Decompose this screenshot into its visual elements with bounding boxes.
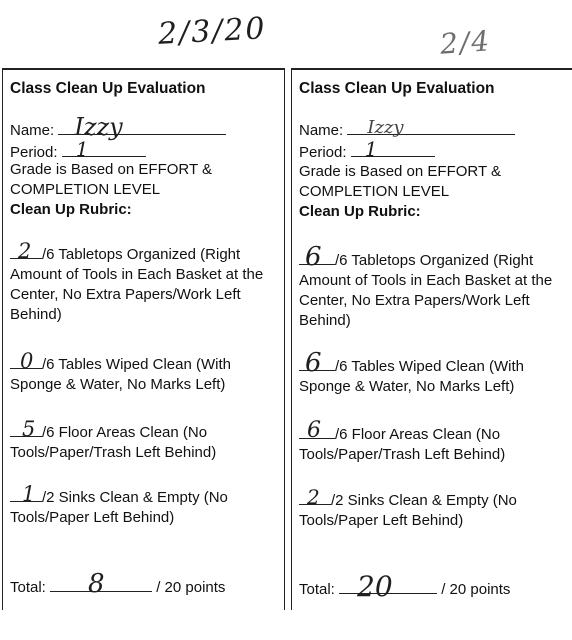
- period-blank: [62, 137, 146, 161]
- total-label: Total:: [299, 581, 335, 598]
- score-value: 6: [305, 242, 322, 272]
- total-value: 20: [357, 570, 393, 603]
- name-blank: [347, 117, 515, 138]
- rubric-item-text: /6 Floor Areas Clean (No Tools/Paper/Trash Left Behind): [299, 426, 506, 463]
- handwritten-date-left: 2/3/20: [157, 11, 268, 52]
- rubric-heading: Clean Up Rubric:: [10, 201, 132, 218]
- score-blank: [299, 418, 335, 443]
- name-label: Name:: [10, 122, 55, 139]
- period-row: [10, 137, 146, 162]
- name-value: Izzy: [367, 117, 404, 138]
- score-value: 6: [305, 348, 322, 378]
- total-row: [10, 569, 226, 599]
- handwritten-date-right: 2/4: [438, 24, 493, 61]
- card-title: Class Clean Up Evaluation: [299, 80, 495, 97]
- score-blank: [10, 482, 42, 506]
- score-blank: [299, 242, 335, 272]
- period-value: 1: [364, 137, 378, 161]
- score-value: 6: [307, 418, 321, 443]
- rubric-item: [299, 348, 571, 397]
- total-blank: [339, 570, 437, 603]
- rubric-item: [299, 418, 571, 465]
- score-blank: [10, 349, 42, 373]
- rubric-item-text: /6 Tabletops Organized (Right Amount of Tools in Each Basket at the Center, No Extra Papers/Work Left Behind): [299, 252, 553, 329]
- total-label: Total:: [10, 579, 46, 596]
- rubric-item: [299, 485, 571, 531]
- period-value: 1: [75, 137, 89, 161]
- score-value: 2: [307, 485, 320, 509]
- score-blank: [299, 348, 335, 378]
- period-row: [299, 137, 435, 162]
- grade-basis-text: Grade is Based on EFFORT & COMPLETION LEVEL: [10, 161, 213, 198]
- rubric-item-text: /6 Tables Wiped Clean (With Sponge & Water, No Marks Left): [299, 358, 524, 395]
- period-label: Period:: [10, 144, 58, 161]
- total-suffix: / 20 points: [156, 579, 226, 596]
- score-blank: [10, 239, 42, 263]
- name-row: [299, 118, 515, 140]
- score-value: 2: [18, 239, 32, 263]
- period-label: Period:: [299, 144, 347, 161]
- rubric-item: [10, 239, 282, 325]
- score-blank: [299, 485, 331, 509]
- grade-basis-text: Grade is Based on EFFORT & COMPLETION LEVEL: [299, 163, 502, 200]
- total-value: 8: [88, 569, 105, 599]
- evaluation-card-right: [291, 68, 572, 610]
- rubric-item-text: /2 Sinks Clean & Empty (No Tools/Paper Left Behind): [10, 489, 228, 526]
- evaluation-card-left: [2, 68, 285, 610]
- rubric-item: [10, 482, 282, 528]
- score-blank: [10, 417, 42, 441]
- name-row: [10, 113, 226, 141]
- rubric-item: [10, 417, 282, 463]
- rubric-item: [299, 242, 571, 331]
- total-blank: [50, 569, 152, 599]
- score-value: 0: [20, 349, 34, 373]
- rubric-heading: Clean Up Rubric:: [299, 203, 421, 220]
- score-value: 5: [22, 417, 36, 441]
- rubric-item-text: /6 Tabletops Organized (Right Amount of Tools in Each Basket at the Center, No Extra Papers/Work Left Behind): [10, 246, 264, 323]
- total-suffix: / 20 points: [441, 581, 511, 598]
- period-blank: [351, 137, 435, 161]
- rubric-item: [10, 349, 282, 395]
- card-title: Class Clean Up Evaluation: [10, 80, 206, 97]
- name-blank: [58, 113, 226, 141]
- score-value: 1: [22, 482, 36, 506]
- name-value: Izzy: [74, 113, 123, 141]
- rubric-item-text: /6 Floor Areas Clean (No Tools/Paper/Trash Left Behind): [10, 424, 217, 461]
- rubric-item-text: /2 Sinks Clean & Empty (No Tools/Paper Left Behind): [299, 492, 517, 529]
- rubric-item-text: /6 Tables Wiped Clean (With Sponge & Water, No Marks Left): [10, 356, 231, 393]
- name-label: Name:: [299, 122, 344, 139]
- total-row: [299, 570, 511, 603]
